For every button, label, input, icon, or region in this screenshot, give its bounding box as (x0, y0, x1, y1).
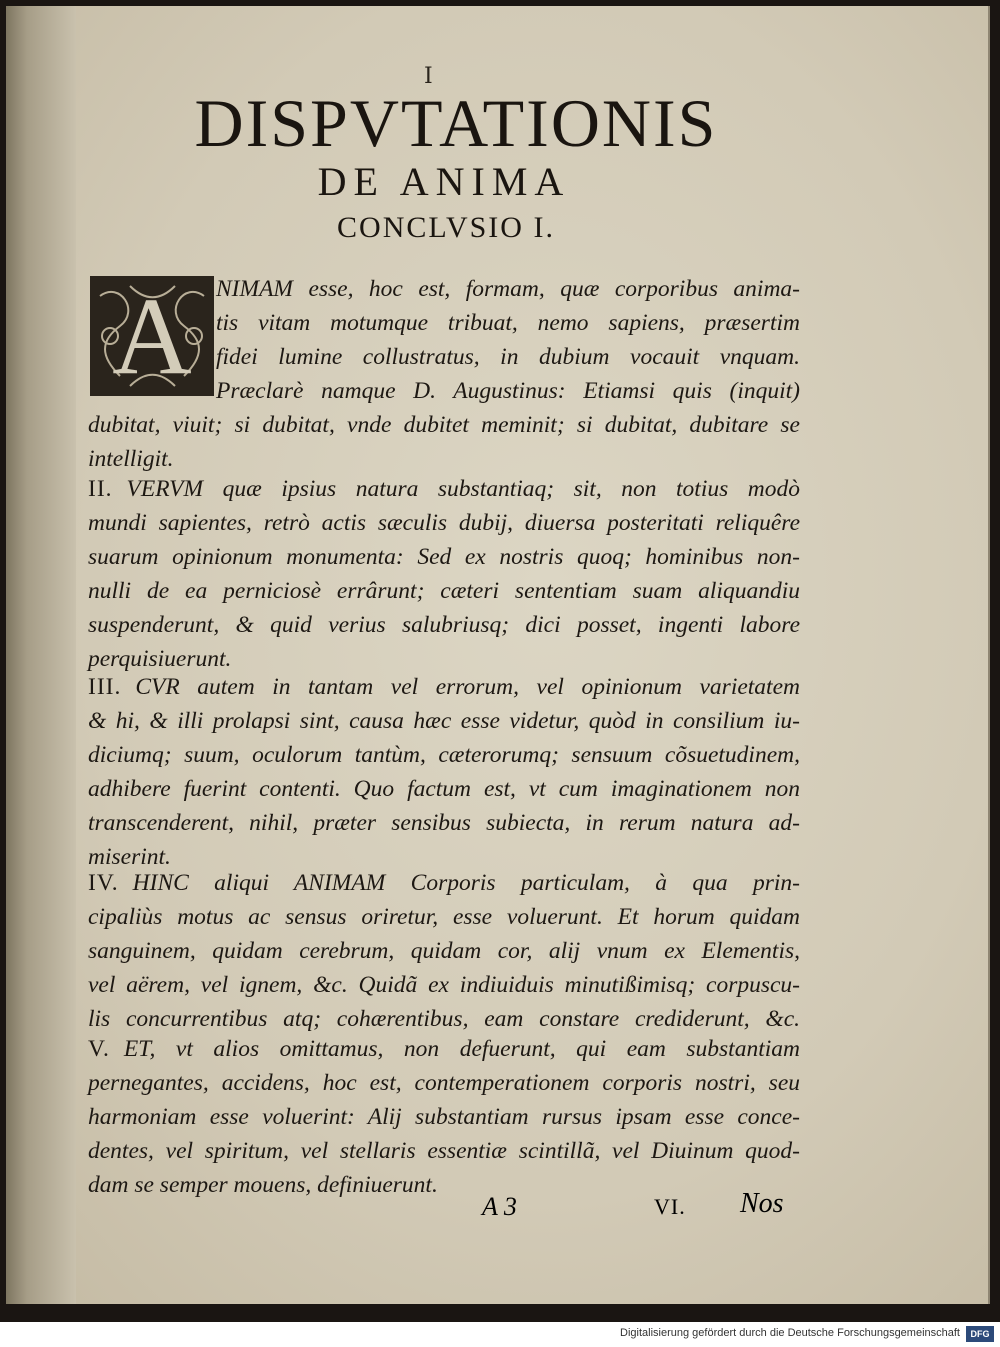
section-number: IV. (88, 870, 119, 896)
funding-credit: Digitalisierung gefördert durch die Deutsche Forschungsgemeinschaft (620, 1327, 960, 1339)
page-signature-number: I (424, 64, 433, 89)
page-gutter (6, 6, 76, 1304)
text-line: V. ET, vt alios omittamus, non defuerunt, qui eam substantiam (88, 1036, 800, 1062)
catchword: Nos (740, 1188, 784, 1219)
paragraph-1 (88, 272, 800, 476)
signature-mark: A 3 (482, 1192, 517, 1221)
text-line: miserint. (88, 844, 171, 870)
text-line: NIMAM esse, hoc est, formam, quæ corporibus anima- (216, 276, 800, 302)
section-number: V. (88, 1036, 110, 1062)
text-line: Præclarè namque D. Augustinus: Etiamsi quis (inquit) (216, 378, 800, 404)
text-line: nulli de ea perniciosè errârunt; cæteri sententiam suam aliquandiu (88, 578, 800, 604)
section-number: III. (88, 674, 122, 700)
paragraph-2 (88, 472, 800, 676)
text-line: sanguinem, quidam cerebrum, quidam cor, alij vnum ex Elementis, (88, 938, 800, 964)
dfg-logo-icon: DFG (966, 1326, 994, 1342)
paragraph-4 (88, 866, 800, 1036)
next-section-number: VI. (654, 1194, 686, 1219)
text-line: II. VERVM quæ ipsius natura substantiaq; sit, non totius modò (88, 476, 800, 502)
text-line: dentes, vel spiritum, vel stellaris essentiæ scintillã, vel Diuinum quod- (88, 1138, 800, 1164)
text-line: cipaliùs motus ac sensus oriretur, esse voluerunt. Et horum quidam (88, 904, 800, 930)
decorated-initial: A (90, 276, 214, 396)
text-line: intelligit. (88, 446, 174, 472)
text-line: vel aërem, vel ignem, &c. Quidã ex indiuiduis minutißimisq; corpuscu- (88, 972, 800, 998)
footer-bar (0, 1322, 1000, 1347)
text-line: fidei lumine collustratus, in dubium vocauit vnquam. (216, 344, 800, 370)
text-line: diciumq; suum, oculorum tantùm, cæterorumq; sensuum cõsuetudinem, (88, 742, 800, 768)
text-line: suspenderunt, & quid verius salubriusq; dici posset, ingenti labore (88, 612, 800, 638)
text-line: suarum opinionum monumenta: Sed ex nostris quoq; hominibus non- (88, 544, 800, 570)
section-number: II. (88, 476, 113, 502)
text-line: & hi, & illi prolapsi sint, causa hæc esse videtur, quòd in consilium iu- (88, 708, 800, 734)
text-line: lis concurrentibus atq; cohærentibus, eam constare crediderunt, &c. (88, 1006, 800, 1032)
text-line: III. CVR autem in tantam vel errorum, vel opinionum varietatem (88, 674, 800, 700)
text-line: tis vitam motumque tribuat, nemo sapiens, præsertim (216, 310, 800, 336)
text-line: transcenderent, nihil, præter sensibus subiecta, in rerum natura ad- (88, 810, 800, 836)
book-page (6, 6, 990, 1304)
text-line: pernegantes, accidens, hoc est, contemperationem corporis nostri, seu (88, 1070, 800, 1096)
title-line-2: DE ANIMA (317, 159, 571, 204)
text-line: adhibere fuerint contenti. Quo factum est, vt cum imaginationem non (88, 776, 800, 802)
text-line: dubitat, viuit; si dubitat, vnde dubitet meminit; si dubitat, dubitare se (88, 412, 800, 438)
text-line: perquisiuerunt. (88, 646, 232, 672)
text-line: IV. HINC aliqui ANIMAM Corporis particulam, à qua prin- (88, 870, 800, 896)
title-line-3: CONCLVSIO I. (337, 211, 555, 244)
title-line-1: DISPVTATIONIS (194, 85, 718, 161)
text-line: mundi sapientes, retrò actis sæculis dubij, diuersa posteritati reliquêre (88, 510, 800, 536)
paragraph-5 (88, 1032, 800, 1202)
text-line: harmoniam esse voluerint: Alij substantiam rursus ipsam esse conce- (88, 1104, 800, 1130)
paragraph-3 (88, 670, 800, 874)
text-line: dam se semper mouens, definiuerunt. (88, 1172, 438, 1198)
